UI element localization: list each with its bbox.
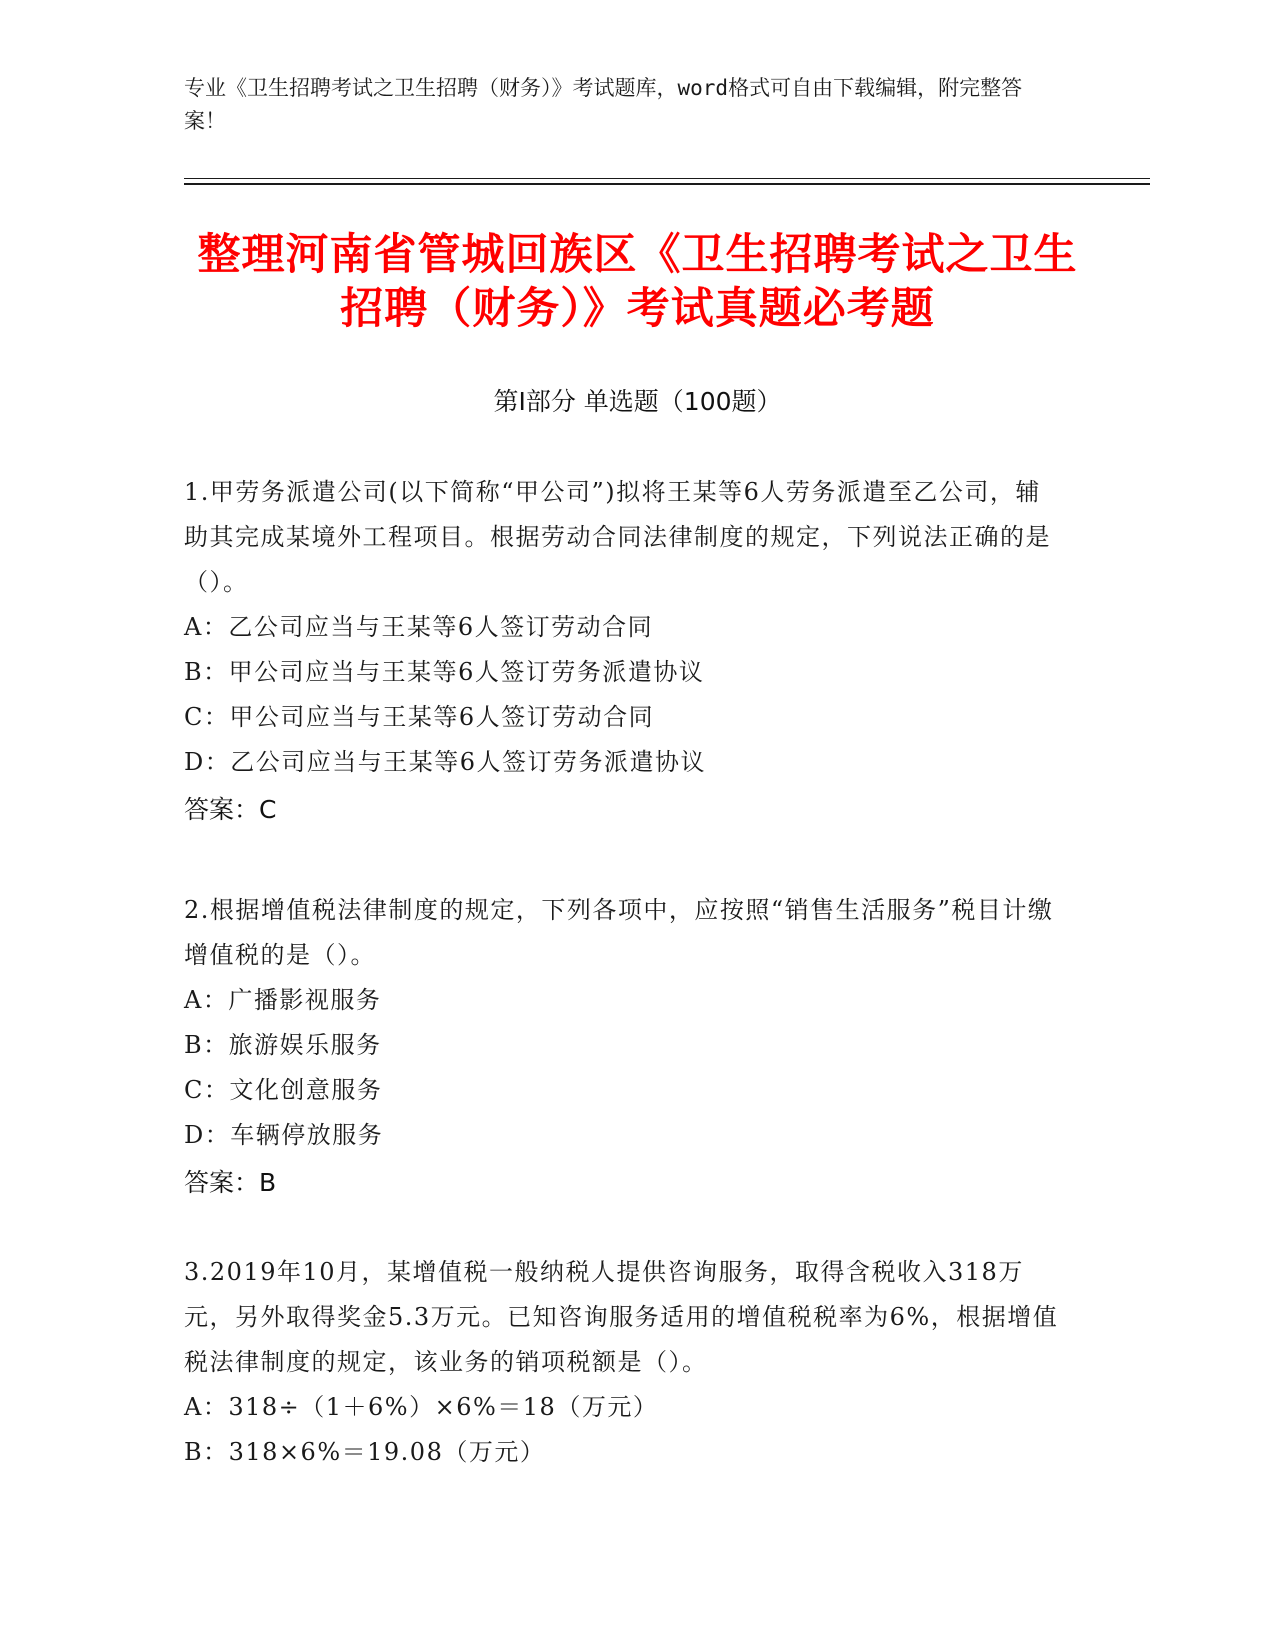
option-d: D：乙公司应当与王某等6人签订劳务派遣协议 xyxy=(184,748,707,776)
section-heading: 第Ⅰ部分 单选题（100题） xyxy=(493,387,782,416)
option-b: B：318×6%＝19.08（万元） xyxy=(184,1438,546,1466)
question-2 xyxy=(184,888,1064,1205)
option-c: C：甲公司应当与王某等6人签订劳动合同 xyxy=(184,703,655,731)
document-title: 整理河南省管城回族区《卫生招聘考试之卫生招聘（财务）》考试真题必考题 xyxy=(197,230,1078,334)
option-b: B：旅游娱乐服务 xyxy=(184,1031,382,1059)
option-a: A：乙公司应当与王某等6人签订劳动合同 xyxy=(184,613,654,641)
question-3 xyxy=(184,1250,1064,1475)
option-a: A：广播影视服务 xyxy=(184,986,382,1014)
option-d: D：车辆停放服务 xyxy=(184,1121,384,1149)
header-rule-thick xyxy=(184,183,1150,185)
option-c: C：文化创意服务 xyxy=(184,1076,383,1104)
option-b: B：甲公司应当与王某等6人签订劳务派遣协议 xyxy=(184,658,705,686)
question-1 xyxy=(184,470,1064,832)
question-stem: 1.甲劳务派遣公司(以下简称“甲公司”)拟将王某等6人劳务派遣至乙公司，辅助其完成某境外工程项目。根据劳动合同法律制度的规定，下列说法正确的是（）。 xyxy=(184,478,1051,596)
answer-line: 答案：C xyxy=(184,795,277,824)
option-a: A：318÷（1＋6%）×6%＝18（万元） xyxy=(184,1393,659,1421)
answer-line: 答案：B xyxy=(184,1168,277,1197)
question-stem: 2.根据增值税法律制度的规定，下列各项中，应按照“销售生活服务”税目计缴增值税的是（）。 xyxy=(184,896,1054,969)
header-note: 专业《卫生招聘考试之卫生招聘（财务）》考试题库，word格式可自由下载编辑，附完整答案！ xyxy=(184,76,1023,133)
question-stem: 3.2019年10月，某增值税一般纳税人提供咨询服务，取得含税收入318万元，另外取得奖金5.3万元。已知咨询服务适用的增值税税率为6%，根据增值税法律制度的规定，该业务的销项税额是（）。 xyxy=(184,1258,1059,1376)
header-rule-thin xyxy=(184,178,1150,179)
